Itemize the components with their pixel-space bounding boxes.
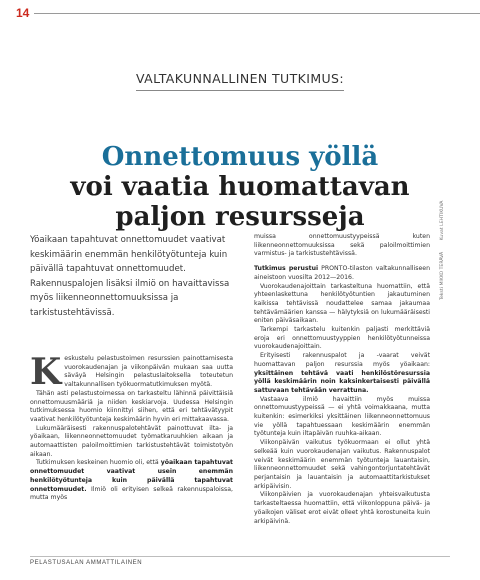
page-number: 14 [16,6,30,20]
body-paragraph: muissa onnettomuustyypeissä kuten liikenneonnettomuuksissa sekä paloilmoittimien varmistus- ja tarkistustehtävissä. [254,233,430,258]
highlight-text: yksittäinen tehtävä vaati henkilöstöresurssia yöllä keskimäärin noin kaksinkertaisesti päivällä sattuvaan tehtävään verrattuna. [254,369,430,394]
body-paragraph: Vastaava ilmiö havaittiin myös muissa onnettomuustyypeissä — ei yhtä voimakkaana, mutta kuitenkin: esimerkiksi yksittäinen liikenneonnettomuus vie yöllä tapahtuessaan keskimäärin enemmän työtunteja kuin iltapäivän ruuhka-aikaan. [254,395,430,438]
paragraph-text: Tutkimuksen keskeinen huomio oli, että [36,459,161,467]
body-paragraph: Tähän asti pelastustoimessa on tarkasteltu lähinnä päivittäisiä onnettomuusmääriä ja niiden keskiarvoja. Uudessa Helsingin tutkimuksessa huomio kiinnittyi siihen, että eri tehtävätyypit vaativat henkilötyötunteja keskimäärin hyvin eri mittakaavassa. [30,389,233,423]
footer-rule [30,556,450,557]
footer-publication-name: PELASTUSALAN AMMATTILAINEN [30,560,143,566]
header-rule [34,13,480,14]
drop-cap: K [30,351,62,393]
body-paragraph [254,352,430,396]
paragraph-text: Ilmiö oli erityisen selkeä rakennuspaloissa, mutta myös [30,485,233,502]
body-column-left [30,351,233,503]
body-paragraph: Viikonpäivien ja vuorokaudenajan yhteisvaikutusta tarkasteltaessa huomattiin, että viikonloppuna päivä- ja yöaikojen väliset erot eivät olleet yhtä korostuneita kuin arkipäivinä. [254,491,430,525]
paragraph-text: Erityisesti rakennuspalot ja -vaarat veivät huomattavan paljon resurssia myös yöaikaan: [254,352,430,368]
body-paragraph: Vuorokaudenajoittain tarkasteltuna huomattiin, että yhteenlaskettuna henkilötyötuntien jakautuminen kaikissa tehtävissä noudattelee samaa jakaumaa tehtävämäärien kanssa — hälytyksiä on lukumääräisesti eniten päiväsaikaan. [254,282,430,325]
body-column-right [254,233,430,526]
paragraph-text: eskustelu pelastustoimen resurssien painottamisesta vuorokaudenajan ja viikonpäivän mukaan saa uutta säväyä Helsingin pelastuslaitoksella toteutetun valtakunnallisen työkuormatutkimuksen myötä. [64,355,233,389]
headline-line-3: paljon resursseja [115,202,365,232]
photo-credit: Kuvat LEHTIKUVA [440,200,445,241]
credits [440,200,445,300]
body-paragraph [30,459,233,503]
kicker: VALTAKUNNALLINEN TUTKIMUS: [136,71,344,91]
body-paragraph: Viikonpäivän vaikutus työkuormaan ei ollut yhtä selkeää kuin vuorokaudenajan vaikutus. Rakennuspalot veivät keskimäärin enemmän työtunteja lauantaisin, liikenneonnettomuudet sekä vahingontorjuntatehtävät perjantaisin ja lauantaisin ja automaattitarkistukset arkipäivisin. [254,439,430,490]
article-headline [30,142,450,232]
paragraph-lead-in: Tutkimus perustui [254,265,319,273]
body-paragraph: Lukumääräisesti rakennuspalotehtävät painottuvat ilta- ja yöaikaan, liikenneonnettomuudet työmatkaruuhkien aikaan ja automaattisten paloilmoittimien tarkistustehtävät toimistotyön aikaan. [30,424,233,458]
body-paragraph [254,265,430,282]
lead-paragraph: Yöaikaan tapahtuvat onnettomuudet vaativat keskimäärin enemmän henkilötyötunteja kuin päivällä tapahtuvat onnettomuudet. Rakennuspalojen lisäksi ilmiö on havaittavissa myös liikenneonnettomuuksissa ja tarkistustehtävissä. [30,235,230,318]
highlight-text: yöaikaan tapahtuvat onnettomuudet vaativat usein enemmän henkilötyötunteja kuin päivällä tapahtuvat onnettomuudet. [30,459,233,493]
headline-line-2: voi vaatia huomattavan [70,172,410,202]
text-credit: Teksti MIKKO TERÄVÄ [440,251,445,300]
paragraph-text: PRONTO-tilaston valtakunnalliseen aineistoon vuosilta 2012—2016. [254,265,430,281]
body-paragraph: Tarkempi tarkastelu kuitenkin paljasti merkittäviä eroja eri onnettomuustyyppien henkilötyötunneissa vuorokaudenajoittain. [254,326,430,351]
headline-line-1: Onnettomuus yöllä [101,142,379,172]
kicker-container [0,68,480,91]
body-paragraph [30,351,233,393]
